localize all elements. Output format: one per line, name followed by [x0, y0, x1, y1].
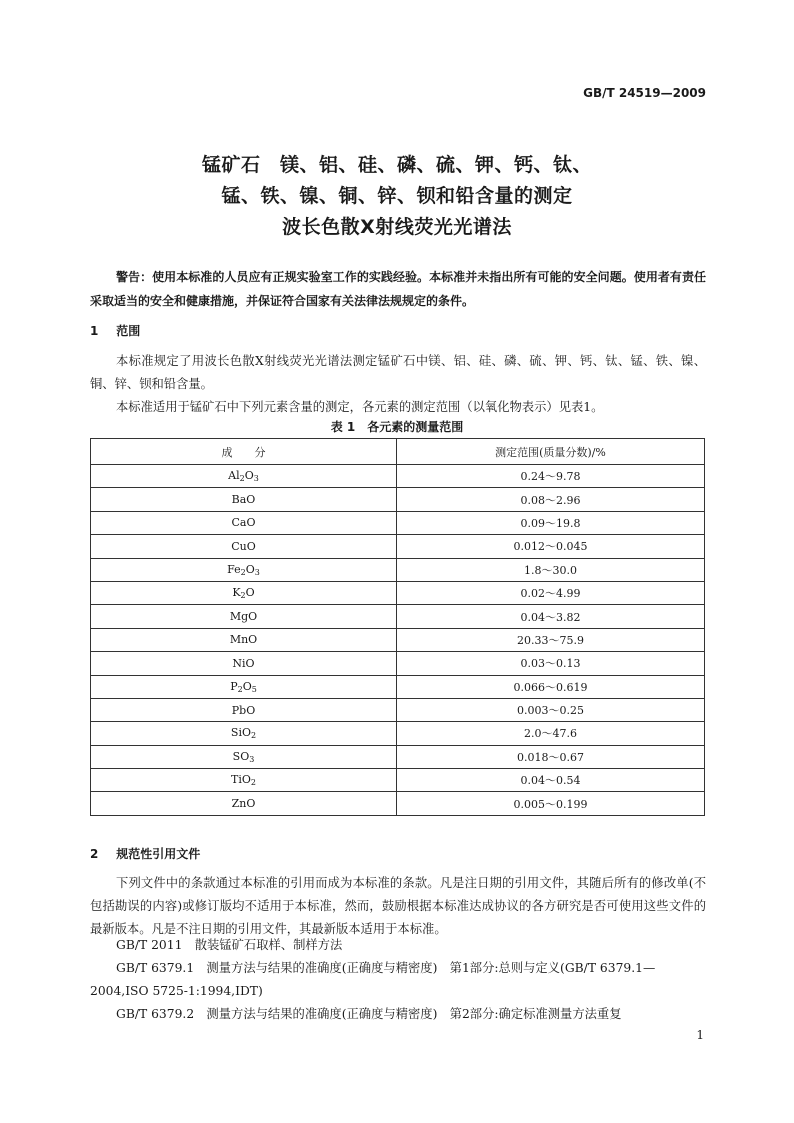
formula-text: CaO	[231, 516, 256, 530]
component-formula	[91, 628, 397, 651]
formula-subscript: 2	[240, 567, 246, 577]
measurement-range: 0.04～0.54	[397, 769, 705, 792]
component-formula	[91, 581, 397, 604]
title-line-1: 锰矿石 镁、铝、硅、磷、硫、钾、钙、钛、	[201, 154, 592, 176]
formula-subscript: 2	[250, 778, 256, 788]
formula-subscript: 2	[239, 474, 245, 484]
formula-subscript: 2	[237, 684, 243, 694]
measurement-range: 20.33～75.9	[397, 628, 705, 651]
table-row	[91, 535, 705, 558]
formula-text: SO	[232, 749, 250, 763]
formula-text: P	[230, 679, 238, 693]
formula-subscript: 3	[249, 754, 255, 764]
measurement-range: 2.0～47.6	[397, 722, 705, 745]
normative-references-paragraph: 下列文件中的条款通过本标准的引用而成为本标准的条款。凡是注日期的引用文件，其随后所有的修改单(不包括勘误的内容)或修订版均不适用于本标准，然而，鼓励根据本标准达成协议的各方研究是否可使用这些文件的最新版本。凡是不注日期的引用文件，其最新版本适用于本标准。	[90, 876, 706, 936]
component-formula	[91, 698, 397, 721]
column-header-range: 测定范围(质量分数)/%	[397, 439, 705, 465]
table-row	[91, 675, 705, 698]
table-row	[91, 769, 705, 792]
formula-text: TiO	[231, 773, 251, 787]
formula-text: MnO	[229, 633, 258, 647]
component-formula	[91, 675, 397, 698]
measurement-range: 0.09～19.8	[397, 511, 705, 534]
component-formula	[91, 792, 397, 815]
formula-text: PbO	[231, 703, 256, 717]
table-row	[91, 792, 705, 815]
measurement-range: 0.012～0.045	[397, 535, 705, 558]
formula-subscript: 5	[251, 684, 257, 694]
formula-subscript: 3	[253, 474, 259, 484]
reference-gbt-6379-1-line-1: GB/T 6379.1 测量方法与结果的准确度(正确度与精密度) 第1部分:总则与定义(GB/T 6379.1—	[116, 961, 656, 975]
component-formula	[91, 652, 397, 675]
measurement-range: 0.04～3.82	[397, 605, 705, 628]
table-row	[91, 745, 705, 768]
formula-subscript: 2	[250, 731, 257, 741]
table-row	[91, 722, 705, 745]
formula-text: O	[245, 586, 255, 600]
measurement-range: 0.24～9.78	[397, 465, 705, 488]
component-formula	[91, 488, 397, 511]
measurement-range: 0.005～0.199	[397, 792, 705, 815]
formula-text: MgO	[229, 610, 258, 624]
measurement-range: 0.018～0.67	[397, 745, 705, 768]
section-2-title: 规范性引用文件	[116, 847, 201, 861]
table-row	[91, 581, 705, 604]
table-row	[91, 488, 705, 511]
measurement-range: 0.03～0.13	[397, 652, 705, 675]
column-header-component: 成 分	[91, 439, 397, 465]
measurement-range: 0.02～4.99	[397, 581, 705, 604]
formula-text: O	[245, 562, 255, 576]
component-formula	[91, 745, 397, 768]
component-formula	[91, 465, 397, 488]
measurement-range: 1.8～30.0	[397, 558, 705, 581]
formula-text: O	[244, 469, 254, 483]
reference-gbt-6379-2: GB/T 6379.2 测量方法与结果的准确度(正确度与精密度) 第2部分:确定标准测量方法重复	[116, 1007, 622, 1021]
formula-text: BaO	[231, 493, 256, 507]
formula-text: K	[232, 586, 241, 600]
table-row	[91, 652, 705, 675]
reference-gbt-2011: GB/T 2011 散装锰矿石取样、制样方法	[116, 938, 343, 952]
formula-subscript: 2	[240, 591, 246, 601]
component-formula	[91, 535, 397, 558]
formula-text: ZnO	[231, 797, 256, 811]
formula-text: SiO	[230, 726, 251, 740]
title-line-3: 波长色散X射线荧光光谱法	[282, 216, 512, 238]
table-row	[91, 628, 705, 651]
section-2-heading	[90, 845, 200, 862]
table-row	[91, 511, 705, 534]
formula-text: CuO	[231, 539, 256, 553]
table-row	[91, 465, 705, 488]
section-2-number: 2	[90, 847, 99, 861]
table-row	[91, 605, 705, 628]
scope-paragraph-1: 本标准规定了用波长色散X射线荧光光谱法测定锰矿石中镁、铝、硅、磷、硫、钾、钙、钛、锰、铁、镍、铜、锌、钡和铅含量。	[90, 354, 706, 391]
formula-subscript: 3	[254, 567, 260, 577]
component-formula	[91, 605, 397, 628]
section-1-heading	[90, 322, 140, 339]
measurement-range-table	[90, 438, 705, 816]
component-formula	[91, 511, 397, 534]
formula-text: Fe	[227, 562, 241, 576]
standard-code: GB/T 24519—2009	[583, 86, 706, 100]
scope-paragraph-2: 本标准适用于锰矿石中下列元素含量的测定，各元素的测定范围（以氧化物表示）见表1。	[116, 400, 604, 414]
formula-text: NiO	[232, 656, 255, 670]
title-line-2: 锰、铁、镍、铜、锌、钡和铅含量的测定	[221, 185, 573, 207]
page-number: 1	[696, 1028, 704, 1042]
formula-text: Al	[228, 469, 240, 483]
formula-text: O	[242, 679, 252, 693]
component-formula	[91, 769, 397, 792]
component-formula	[91, 558, 397, 581]
measurement-range: 0.08～2.96	[397, 488, 705, 511]
table-row	[91, 558, 705, 581]
component-formula	[91, 722, 397, 745]
reference-gbt-6379-1-line-2: 2004,ISO 5725-1:1994,IDT)	[90, 984, 263, 998]
measurement-range: 0.003～0.25	[397, 698, 705, 721]
measurement-range: 0.066～0.619	[397, 675, 705, 698]
section-1-number: 1	[90, 324, 99, 338]
table-row	[91, 698, 705, 721]
document-title	[0, 150, 794, 243]
table-caption: 表 1 各元素的测量范围	[330, 420, 464, 434]
safety-warning: 警告：使用本标准的人员应有正规实验室工作的实践经验。本标准并未指出所有可能的安全问题。使用者有责任采取适当的安全和健康措施，并保证符合国家有关法律法规规定的条件。	[90, 270, 706, 308]
section-1-title: 范围	[116, 324, 141, 338]
